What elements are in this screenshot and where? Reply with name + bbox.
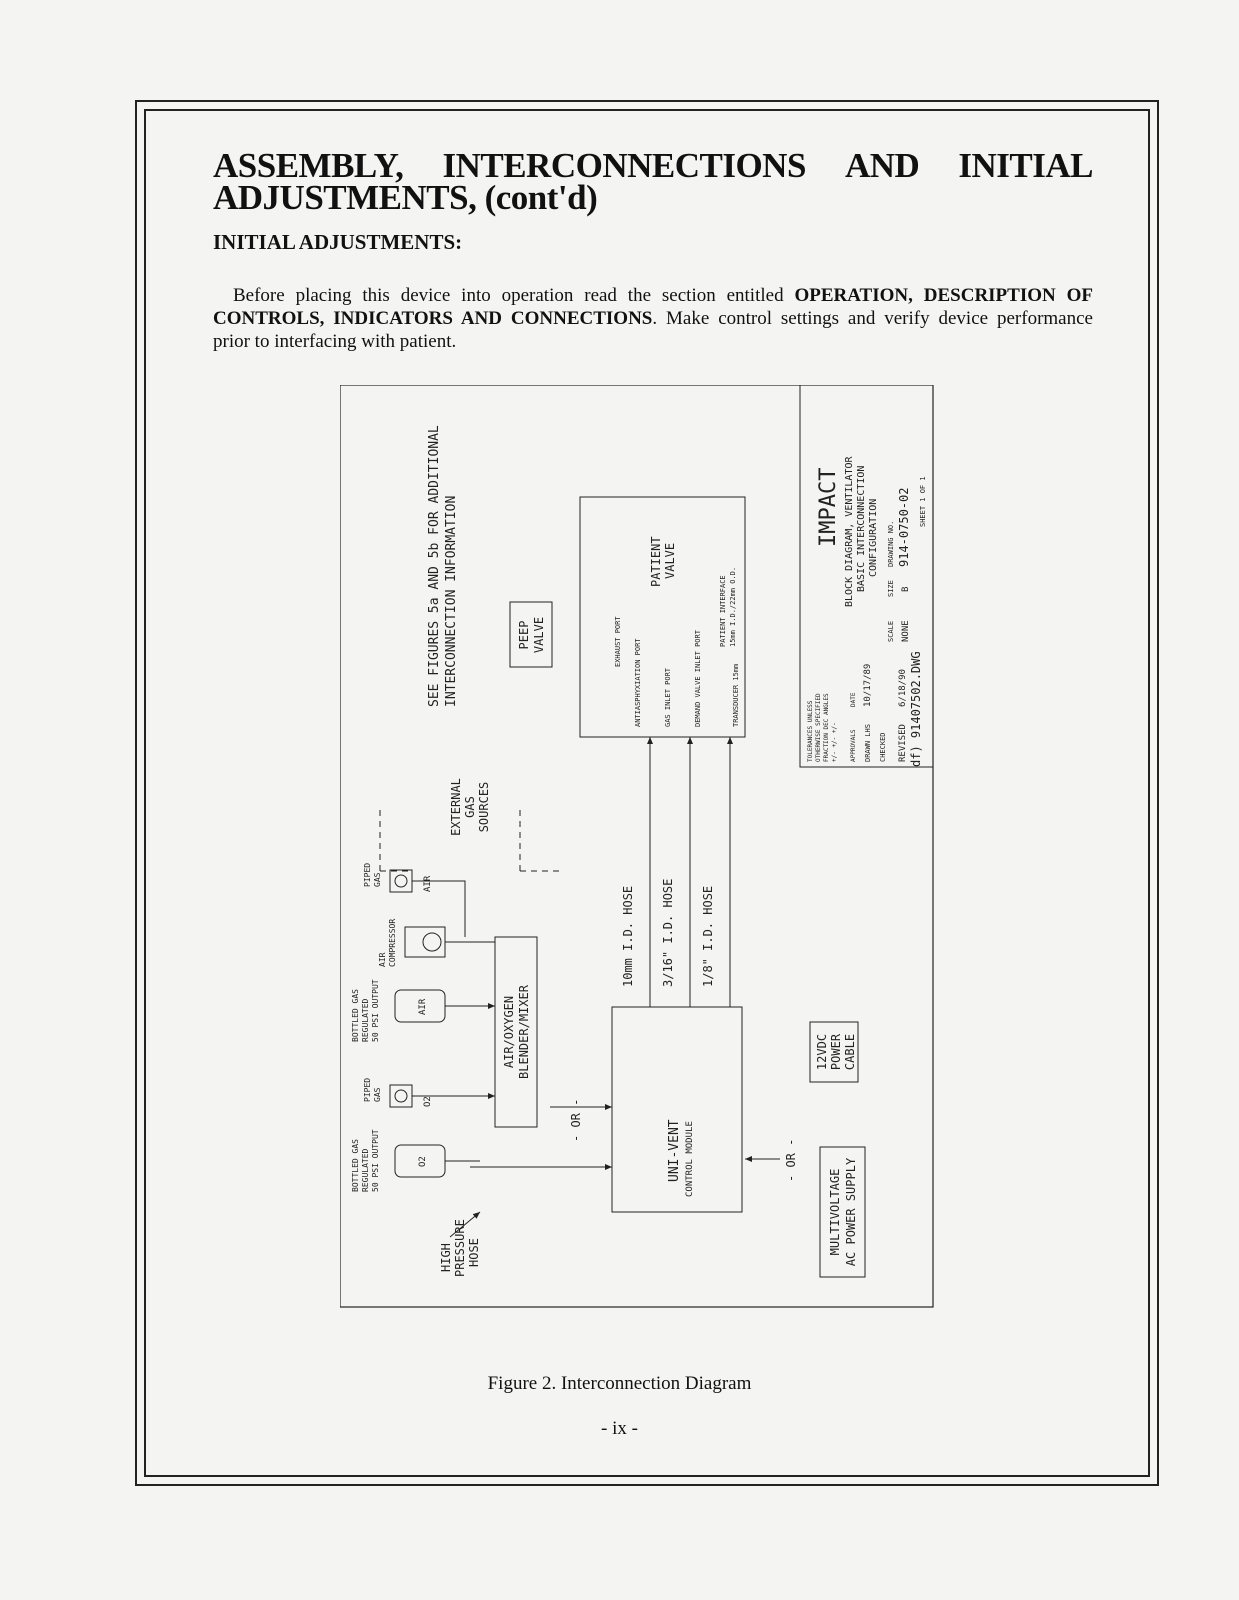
blender-label-1: AIR/OXYGEN [502,995,516,1069]
title-line-2: ADJUSTMENTS, (cont'd) [213,178,598,217]
air-compressor-label-1: AIR [378,952,387,967]
paragraph-bold-reference: OPERATION, DESCRIPTION OF CONTROLS, INDICATORS AND CONNECTIONS [213,285,1093,329]
patient-port-antiasphyxiation: ANTIASPHYXIATION PORT [634,638,642,727]
power-supply-label-2: AC POWER SUPPLY [844,1157,858,1267]
or-label-power: - OR - [784,1138,798,1182]
revised-date: 6/18/90 [898,669,908,707]
high-pressure-label-3: HOSE [467,1238,481,1267]
power-cable-label-3: CABLE [843,1033,857,1071]
size-value: B [901,586,911,592]
drawing-no-value: 914-0750-02 [897,487,911,567]
high-pressure-label-2: PRESSURE [453,1219,467,1277]
figure-caption: Figure 2. Interconnection Diagram [487,1373,752,1394]
note-line-2: INTERCONNECTION INFORMATION [444,495,459,707]
patient-interface-label-1: PATIENT INTERFACE [719,575,727,647]
external-gas-label-1: EXTERNAL [449,778,463,836]
bottled-o2-label-1: BOTTLED GAS [351,1139,360,1192]
piped-o2-fitting [395,1090,407,1102]
piped-gas-o2-label-1: PIPED [363,1077,372,1102]
bottled-air-label-2: REGULATED [361,998,370,1042]
revised-label: REVISED [898,724,908,762]
drawn-date: 10/17/89 [863,663,873,707]
drawn-label: DRAWN LHS [864,724,872,762]
hose-label-10mm: 10mm I.D. HOSE [621,885,635,987]
bottled-o2-label-3: 50 PSI OUTPUT [371,1129,380,1192]
patient-port-gas-inlet: GAS INLET PORT [664,667,672,727]
piped-air-outlet [390,870,412,892]
scale-value: NONE [901,620,911,642]
title-block-desc-2: BASIC INTERCONNECTION [856,465,867,592]
date-label: DATE [850,692,857,707]
air-cylinder-label: AIR [418,998,428,1015]
power-cable-label-2: POWER [829,1033,843,1071]
approvals-label: APPROVALS [850,729,857,762]
patient-interface-label-2: 15mm I.D./22mm O.D. [729,566,737,647]
power-supply-box [820,1147,865,1277]
interconnection-diagram [340,385,935,1333]
section-subheading: INITIAL ADJUSTMENTS: [213,230,463,254]
peep-label-1: PEEP [517,620,531,650]
bottled-air-label-3: 50 PSI OUTPUT [371,979,380,1042]
hose-label-3-16: 3/16" I.D. HOSE [661,878,675,987]
tolerance-4: +/- +/- +/- [831,722,838,762]
page-title [213,146,1093,217]
paragraph-text: Before placing this device into operation read the section entitled [233,285,795,306]
checked-label: CHECKED [879,732,887,762]
file-name: df) 91407502.DWG [909,651,923,767]
patient-port-exhaust: EXHAUST PORT [614,616,622,667]
title-block-brand: IMPACT [816,467,841,547]
sheet-label: SHEET 1 OF 1 [919,476,927,527]
rotated-drawing [351,385,933,1277]
bottled-air-label-1: BOTTLED GAS [351,989,360,1042]
power-supply-label-1: MULTIVOLTAGE [828,1168,842,1256]
title-word: INTERCONNECTIONS [442,146,806,185]
piped-air-fitting [395,875,407,887]
or-label-gas: - OR - [569,1098,583,1142]
o2-cylinder-label: O2 [418,1156,428,1167]
piped-air-label: AIR [423,875,433,892]
patient-port-demand: DEMAND VALVE INLET PORT [694,630,702,727]
external-gas-label-2: GAS [463,796,477,818]
paragraph-text: . Make control settings and verify device performance prior to interfacing with patient. [213,308,1093,352]
compressor-fan-icon [423,933,441,951]
univent-label: UNI-VENT [667,1119,682,1182]
intro-paragraph [213,284,1093,353]
tolerance-3: FRACTION DEC ANGLES [823,693,830,762]
note-line-1: SEE FIGURES 5a AND 5b FOR ADDITIONAL [427,425,442,707]
power-cable-label-1: 12VDC [815,1033,829,1071]
patient-port-transducer: TRANSDUCER 15mm [732,663,740,727]
peep-label-2: VALVE [532,616,546,654]
scale-label: SCALE [887,620,895,642]
title-word: AND [844,146,920,185]
title-word: ASSEMBLY, [213,146,404,185]
bottled-o2-label-2: REGULATED [361,1148,370,1192]
piped-o2-label: O2 [423,1096,433,1107]
air-compressor [405,927,445,957]
title-block-desc-1: BLOCK DIAGRAM, VENTILATOR [844,456,855,607]
diagram-svg [340,385,935,1333]
size-label: SIZE [887,580,895,597]
title-word: INITIAL [958,146,1093,185]
blender-label-2: BLENDER/MIXER [517,985,531,1079]
piped-gas-air-label-2: GAS [373,872,382,887]
high-pressure-label-1: HIGH [439,1243,453,1272]
hose-label-1-8: 1/8" I.D. HOSE [701,885,715,987]
tolerance-2: OTHERWISE SPECIFIED [815,693,822,762]
tolerance-1: TOLERANCES UNLESS [807,700,814,762]
drawing-no-label: DRAWING NO. [887,520,895,567]
title-block-desc-3: CONFIGURATION [868,498,879,577]
ext-gas-bracket-right [520,807,560,871]
univent-sublabel: CONTROL MODULE [685,1121,695,1197]
patient-valve-label-1: PATIENT [649,536,663,587]
patient-valve-label-2: VALVE [663,542,677,579]
piped-gas-o2-label-2: GAS [373,1087,382,1102]
piped-o2-outlet [390,1085,412,1107]
air-compressor-label-2: COMPRESSOR [388,918,397,967]
external-gas-label-3: SOURCES [477,781,491,833]
ext-gas-bracket-left [380,807,410,871]
piped-air-hose [412,881,465,937]
page-number: - ix - [601,1418,638,1439]
piped-gas-air-label-1: PIPED [363,862,372,887]
